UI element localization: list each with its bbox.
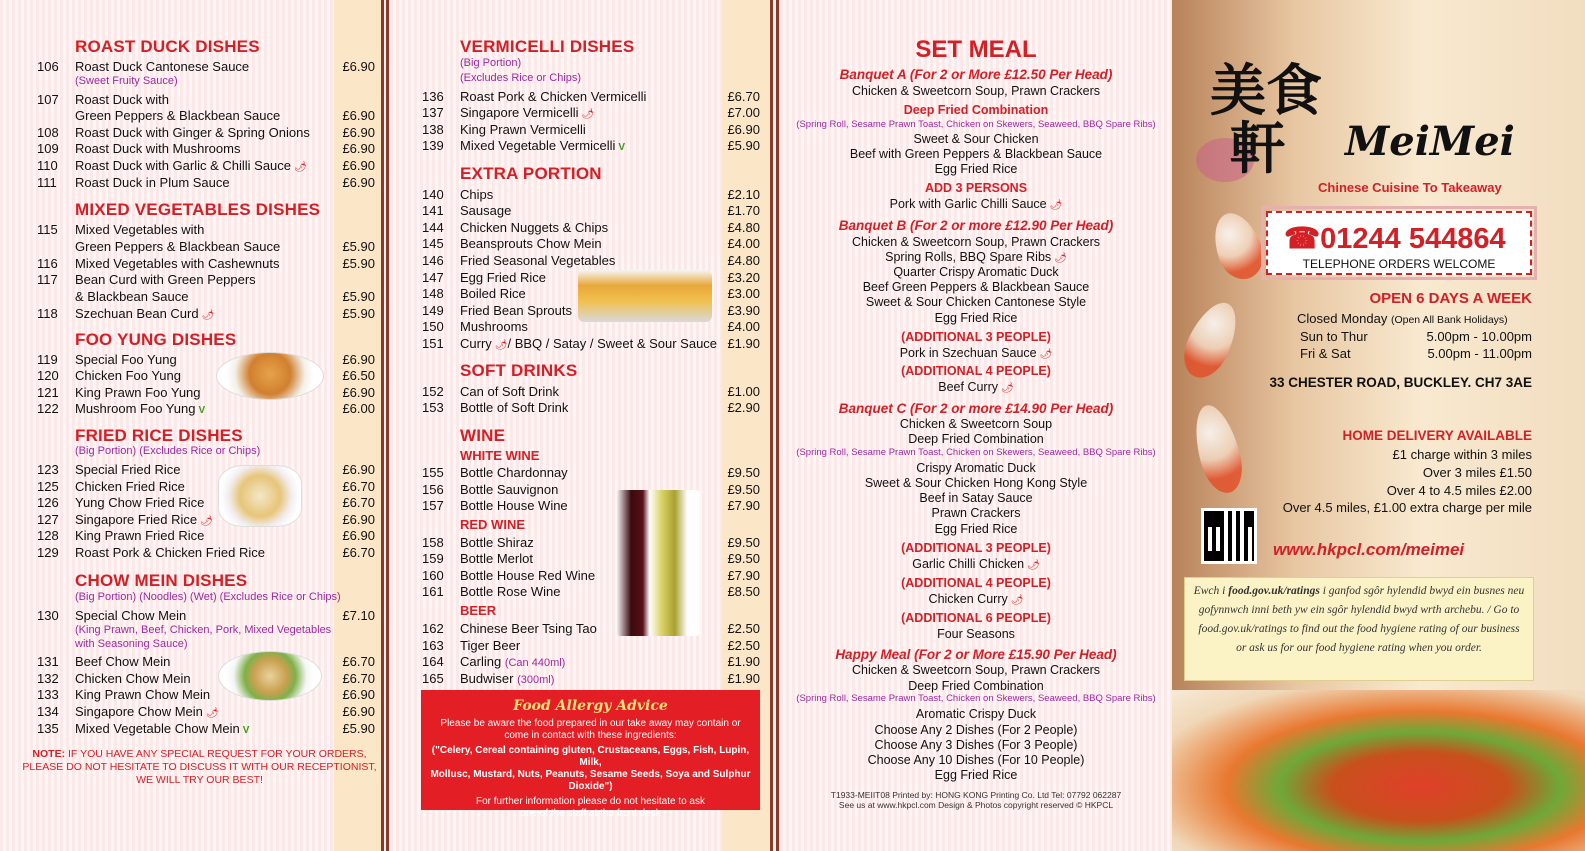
meal-line: Egg Fried Rice xyxy=(934,768,1018,782)
meal-line: Sweet & Sour Chicken Cantonese Style xyxy=(865,295,1087,309)
phone-box xyxy=(1266,211,1532,275)
meal-line: Beef with Green Peppers & Blackbean Sauce xyxy=(849,147,1103,161)
phone-subtitle: TELEPHONE ORDERS WELCOME xyxy=(1302,257,1496,271)
vegetarian-icon: V xyxy=(198,405,206,416)
menu-item: 161 Bottle Rose Wine £8.50 xyxy=(422,584,760,599)
delivery-title: HOME DELIVERY AVAILABLE xyxy=(1342,428,1532,443)
item-note: (Sweet Fruity Sauce) xyxy=(75,75,178,87)
meal-heading: (ADDITIONAL 3 PEOPLE) xyxy=(901,541,1051,555)
meal-line: Beef Curry 🌶 xyxy=(938,380,1014,394)
chilli-icon: 🌶 xyxy=(1010,595,1024,606)
hours-label: Fri & Sat xyxy=(1300,346,1351,361)
vegetarian-icon: V xyxy=(618,142,626,153)
hours-label: Sun to Thur xyxy=(1300,329,1368,344)
meal-line: Choose Any 2 Dishes (For 2 People) xyxy=(874,723,1078,737)
menu-item: 151 Curry 🌶/ BBQ / Satay / Sweet & Sour Sauce £1.90 xyxy=(422,336,760,351)
section-note: (Big Portion) xyxy=(460,57,522,69)
meal-note: (Spring Roll, Sesame Prawn Toast, Chicken on Skewers, Seaweed, BBQ Spare Ribs) xyxy=(796,447,1156,458)
menu-item-line2: & Blackbean Sauce £5.90 xyxy=(75,289,375,304)
section-title-fried-rice: FRIED RICE DISHES xyxy=(75,426,243,445)
meal-line: Deep Fried Combination xyxy=(908,432,1044,446)
menu-item: 116 Mixed Vegetables with Cashewnuts £5.90 xyxy=(37,256,375,271)
meal-line: Deep Fried Combination xyxy=(908,679,1044,693)
meal-line: Prawn Crackers xyxy=(931,506,1021,520)
opening-days: OPEN 6 DAYS A WEEK xyxy=(1369,290,1532,307)
chilli-icon: 🌶 xyxy=(494,340,508,351)
menu-item: 126 Yung Chow Fried Rice £6.70 xyxy=(37,495,375,510)
section-title-foo-yung: FOO YUNG DISHES xyxy=(75,330,237,349)
menu-item: 140 Chips £2.10 xyxy=(422,187,760,202)
menu-item: 133 King Prawn Chow Mein £6.90 xyxy=(37,687,375,702)
meal-heading: ADD 3 PERSONS xyxy=(924,181,1028,195)
menu-item-line2: Green Peppers & Blackbean Sauce £6.90 xyxy=(75,108,375,123)
menu-item: 138 King Prawn Vermicelli £6.90 xyxy=(422,122,760,137)
meal-line: Egg Fried Rice xyxy=(934,522,1018,536)
meal-line: Choose Any 10 Dishes (For 10 People) xyxy=(867,753,1085,767)
menu-item: 150 Mushrooms £4.00 xyxy=(422,319,760,334)
menu-item: 146 Fried Seasonal Vegetables £4.80 xyxy=(422,253,760,268)
menu-item: 162 Chinese Beer Tsing Tao £2.50 xyxy=(422,621,760,636)
menu-item: 165 Budwiser (300ml) £1.90 xyxy=(422,671,760,686)
meal-heading: (ADDITIONAL 4 PEOPLE) xyxy=(901,576,1051,590)
menu-item: 106 Roast Duck Cantonese Sauce £6.90 xyxy=(37,59,375,74)
allergy-title: Food Allergy Advice xyxy=(513,698,668,714)
printer-credit: T1933-MEIIT08 Printed by: HONG KONG Printing Co. Ltd Tel: 07792 062287 xyxy=(830,790,1122,800)
meal-line: Aromatic Crispy Duck xyxy=(915,707,1037,721)
chilli-icon: 🌶 xyxy=(1049,200,1063,211)
menu-item: 131 Beef Chow Mein £6.70 xyxy=(37,654,375,669)
menu-item: 149 Fried Bean Sprouts £3.90 xyxy=(422,303,760,318)
meal-line: Beef Green Peppers & Blackbean Sauce xyxy=(862,280,1090,294)
section-title-mixed-veg: MIXED VEGETABLES DISHES xyxy=(75,200,321,219)
meal-line: Pork in Szechuan Sauce 🌶 xyxy=(899,346,1053,360)
beer-title: BEER xyxy=(460,603,497,618)
menu-item: 110 Roast Duck with Garlic & Chilli Sauce 🌶 £6.90 xyxy=(37,158,375,173)
chilli-icon: 🌶 xyxy=(1027,560,1040,571)
delivery-line: Over 4.5 miles, £1.00 extra charge per mile xyxy=(1282,500,1532,515)
menu-item: 148 Boiled Rice £3.00 xyxy=(422,286,760,301)
meal-line: Chicken & Sweetcorn Soup, Prawn Crackers xyxy=(851,235,1101,249)
hours-value: 5.00pm - 11.00pm xyxy=(1427,346,1532,361)
fried-rice-dish-image xyxy=(218,465,302,527)
menu-item: 109 Roast Duck with Mushrooms £6.90 xyxy=(37,141,375,156)
hours-value: 5.00pm - 10.00pm xyxy=(1426,329,1532,344)
meal-note: (Spring Roll, Sesame Prawn Toast, Chicken on Skewers, Seaweed, BBQ Spare Ribs) xyxy=(796,693,1156,704)
section-title-roast-duck: ROAST DUCK DISHES xyxy=(75,37,260,56)
section-note: (Excludes Rice or Chips) xyxy=(460,72,582,84)
menu-item: 156 Bottle Sauvignon £9.50 xyxy=(422,482,760,497)
chilli-icon: 🌶 xyxy=(201,310,215,321)
item-note: with Seasoning Sauce) xyxy=(75,638,188,650)
menu-item: 120 Chicken Foo Yung £6.50 xyxy=(37,368,375,383)
menu-item: 157 Bottle House Wine £7.90 xyxy=(422,498,760,513)
tagline: Chinese Cuisine To Takeaway xyxy=(1318,180,1502,195)
address: 33 CHESTER ROAD, BUCKLEY. CH7 3AE xyxy=(1269,375,1532,390)
menu-item: 152 Can of Soft Drink £1.00 xyxy=(422,384,760,399)
meal-line: Crispy Aromatic Duck xyxy=(916,461,1036,475)
chilli-icon: 🌶 xyxy=(1039,349,1053,360)
menu-item: 139 Mixed Vegetable Vermicelli V £5.90 xyxy=(422,138,760,153)
meal-note: (Spring Roll, Sesame Prawn Toast, Chicken on Skewers, Seaweed, BBQ Spare Ribs) xyxy=(796,119,1156,130)
menu-item: 107 Roast Duck with xyxy=(37,92,169,107)
section-title-chow-mein: CHOW MEIN DISHES xyxy=(75,571,248,590)
meal-line: Choose Any 3 Dishes (For 3 People) xyxy=(874,738,1078,752)
chinese-logo-text: 美食 軒 xyxy=(1210,58,1322,182)
closed-day: Closed Monday (Open All Bank Holidays) xyxy=(1297,311,1508,326)
meal-line: Pork with Garlic Chilli Sauce 🌶 xyxy=(889,197,1063,211)
meal-line: Quarter Crispy Aromatic Duck xyxy=(893,265,1059,279)
menu-item: 136 Roast Pork & Chicken Vermicelli £6.70 xyxy=(422,89,760,104)
chow-mein-dish-image xyxy=(218,651,322,701)
banquet-a-title: Banquet A (For 2 or More £12.50 Per Head) xyxy=(839,67,1113,82)
menu-item: 121 King Prawn Foo Yung £6.90 xyxy=(37,385,375,400)
menu-item: 127 Singapore Fried Rice 🌶 £6.90 xyxy=(37,512,375,527)
item-note: (King Prawn, Beef, Chicken, Pork, Mixed Vegetables xyxy=(75,624,332,636)
chilli-icon: 🌶 xyxy=(1054,253,1067,264)
delivery-line: Over 3 miles £1.50 xyxy=(1422,465,1532,480)
meal-line: Egg Fried Rice xyxy=(934,162,1018,176)
delivery-line: Over 4 to 4.5 miles £2.00 xyxy=(1386,483,1532,498)
meal-heading: (ADDITIONAL 6 PEOPLE) xyxy=(901,611,1051,625)
delivery-line: £1 charge within 3 miles xyxy=(1392,447,1532,462)
menu-item: 158 Bottle Shiraz £9.50 xyxy=(422,535,760,550)
hygiene-notice: Ewch i food.gov.uk/ratings i ganfod sgôr hylendid bwyd ein busnes neu gofynnwch inni beth yw ein sgôr hylendid bwyd wrth archebu. / Go to food.gov.uk/ratings to find out the food hygiene rating of our business or ask us for our food hygiene rating when you order. xyxy=(1184,577,1534,681)
meal-heading: Deep Fried Combination xyxy=(903,103,1049,117)
menu-item: 145 Beansprouts Chow Mein £4.00 xyxy=(422,236,760,251)
menu-item: 118 Szechuan Bean Curd 🌶 £5.90 xyxy=(37,306,375,321)
menu-item: 135 Mixed Vegetable Chow Mein V £5.90 xyxy=(37,721,375,736)
meal-line: Spring Rolls, BBQ Spare Ribs 🌶 xyxy=(885,250,1067,264)
divider xyxy=(386,0,389,851)
menu-item: 144 Chicken Nuggets & Chips £4.80 xyxy=(422,220,760,235)
menu-item: 155 Bottle Chardonnay £9.50 xyxy=(422,465,760,480)
menu-item: 137 Singapore Vermicelli 🌶 £7.00 xyxy=(422,105,760,120)
phone-number[interactable]: ☎01244 544864 xyxy=(1284,223,1506,255)
meal-line: Four Seasons xyxy=(937,627,1015,641)
wine-bottles-image xyxy=(616,490,700,636)
menu-item: 141 Sausage £1.70 xyxy=(422,203,760,218)
meal-heading: (ADDITIONAL 4 PEOPLE) xyxy=(901,364,1051,378)
menu-item: 159 Bottle Merlot £9.50 xyxy=(422,551,760,566)
section-title-vermicelli: VERMICELLI DISHES xyxy=(460,37,635,56)
website-link[interactable]: www.hkpcl.com/meimei xyxy=(1273,540,1465,559)
meal-line: Garlic Chilli Chicken 🌶 xyxy=(912,557,1040,571)
brand-logo: MeiMei xyxy=(1345,118,1515,165)
menu-item: 160 Bottle House Red Wine £7.90 xyxy=(422,568,760,583)
menu-item: 122 Mushroom Foo Yung V £6.00 xyxy=(37,401,375,416)
menu-item: 117 Bean Curd with Green Peppers xyxy=(37,272,256,287)
section-title-soft-drinks: SOFT DRINKS xyxy=(460,361,578,380)
menu-item: 108 Roast Duck with Ginger & Spring Onions £6.90 xyxy=(37,125,375,140)
set-meal-column xyxy=(780,0,1172,851)
menu-item: 163 Tiger Beer £2.50 xyxy=(422,638,760,653)
chilli-icon: 🌶 xyxy=(205,708,219,719)
meal-line: Sweet & Sour Chicken Hong Kong Style xyxy=(864,476,1088,490)
section-note: (Big Portion) (Noodles) (Wet) (Excludes Rice or Chips) xyxy=(75,591,341,603)
menu-item: 125 Chicken Fried Rice £6.70 xyxy=(37,479,375,494)
red-wine-title: RED WINE xyxy=(460,517,525,532)
menu-item: 123 Special Fried Rice £6.90 xyxy=(37,462,375,477)
menu-item: 130 Special Chow Mein £7.10 xyxy=(37,608,375,623)
chilli-icon: 🌶 xyxy=(1001,383,1014,394)
menu-item: 119 Special Foo Yung £6.90 xyxy=(37,352,375,367)
menu-item: 111 Roast Duck in Plum Sauce £6.90 xyxy=(37,175,375,190)
menu-item: 153 Bottle of Soft Drink £2.90 xyxy=(422,400,760,415)
allergy-body: Please be aware the food prepared in our take away may contain or come in contact with these ingredients: ("Celery, Cereal containing gluten, Crustaceans, Eggs, Fish, Lupin, Milk, Mollusc, Mustard, Nuts, Peanuts, Sesame Seeds, Soya and Sulphur Dioxide") For further information please do not hesitate to ask one of the staff at the front desk xyxy=(430,718,751,819)
section-note: (Big Portion) (Excludes Rice or Chips) xyxy=(75,445,261,457)
nuggets-chips-image xyxy=(578,270,712,322)
sweet-sour-dish-image xyxy=(1172,690,1585,851)
set-meal-title: SET MEAL xyxy=(915,36,1037,63)
foo-yung-dish-image xyxy=(216,352,324,400)
divider xyxy=(381,0,384,851)
meal-line: Chicken Curry 🌶 xyxy=(928,592,1024,606)
meal-line: Beef in Satay Sauce xyxy=(919,491,1033,505)
section-title-extra-portion: EXTRA PORTION xyxy=(460,164,602,183)
menu-item: 132 Chicken Chow Mein £6.70 xyxy=(37,671,375,686)
banquet-b-title: Banquet B (For 2 or more £12.90 Per Head) xyxy=(838,218,1114,233)
meal-heading: (ADDITIONAL 3 PEOPLE) xyxy=(901,330,1051,344)
chilli-icon: 🌶 xyxy=(581,109,595,120)
meal-line: Sweet & Sour Chicken xyxy=(913,132,1039,146)
vegetarian-icon: V xyxy=(242,725,250,736)
menu-item: 147 Egg Fried Rice £3.20 xyxy=(422,270,760,285)
menu-item-line2: Green Peppers & Blackbean Sauce £5.90 xyxy=(75,239,375,254)
copyright-credit: See us at www.hkpcl.com Design & Photos copyright reserved © HKPCL xyxy=(838,800,1114,810)
qr-code[interactable] xyxy=(1201,508,1257,564)
allergy-advice-box xyxy=(421,690,760,819)
meal-line: Egg Fried Rice xyxy=(934,311,1018,325)
divider xyxy=(776,0,779,851)
special-request-note: NOTE: IF YOU HAVE ANY SPECIAL REQUEST FOR YOUR ORDERS, PLEASE DO NOT HESITATE TO DISCUSS IT WITH OUR RECEPTIONIST, WE WILL TRY OUR BEST! xyxy=(22,748,377,786)
banquet-c-title: Banquet C (For 2 or more £14.90 Per Head) xyxy=(838,401,1114,416)
menu-item: 134 Singapore Chow Mein 🌶 £6.90 xyxy=(37,704,375,719)
menu-item: 128 King Prawn Fried Rice £6.90 xyxy=(37,528,375,543)
white-wine-title: WHITE WINE xyxy=(460,448,540,463)
divider xyxy=(770,0,773,851)
chilli-icon: 🌶 xyxy=(294,162,307,173)
meal-line: Chicken & Sweetcorn Soup xyxy=(899,417,1053,431)
chilli-icon: 🌶 xyxy=(200,516,213,527)
menu-item: 164 Carling (Can 440ml) £1.90 xyxy=(422,654,760,669)
section-title-wine: WINE xyxy=(460,426,506,445)
menu-item: 115 Mixed Vegetables with xyxy=(37,222,205,237)
happy-meal-title: Happy Meal (For 2 or More £15.90 Per Head) xyxy=(835,647,1117,662)
meal-line: Chicken & Sweetcorn Soup, Prawn Crackers xyxy=(851,663,1101,677)
meal-line: Chicken & Sweetcorn Soup, Prawn Crackers xyxy=(851,84,1101,98)
menu-item: 129 Roast Pork & Chicken Fried Rice £6.70 xyxy=(37,545,375,560)
